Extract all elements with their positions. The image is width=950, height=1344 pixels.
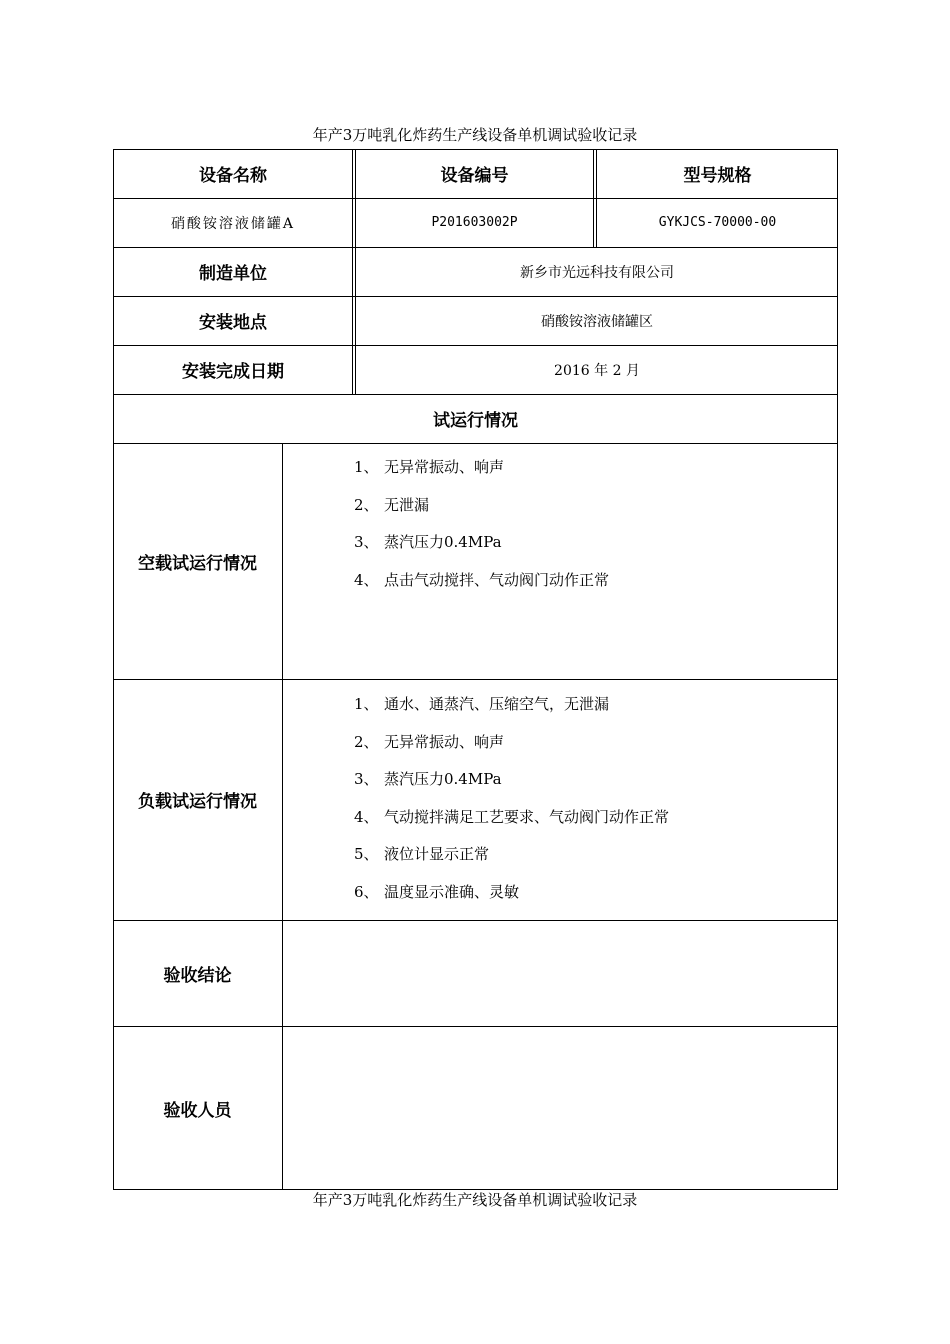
- list-item: 3、 蒸汽压力0.4MPa: [354, 533, 502, 551]
- trial-section-title: 试运行情况: [433, 411, 518, 431]
- conclusion-value[interactable]: [283, 920, 838, 1026]
- equipment-number-header: 设备编号: [440, 166, 509, 186]
- install-location-value: 硝酸铵溶液储罐区: [541, 313, 653, 330]
- load-trial-label: 负载试运行情况: [138, 792, 257, 812]
- conclusion-label: 验收结论: [163, 965, 232, 986]
- install-date-label: 安装完成日期: [182, 362, 284, 382]
- column-divider: [593, 149, 594, 247]
- document-title: 年产3万吨乳化炸药生产线设备单机调试验收记录: [312, 126, 638, 144]
- install-location-label: 安装地点: [199, 313, 267, 333]
- list-item: 4、 点击气动搅拌、气动阀门动作正常: [354, 570, 610, 589]
- list-item: 1、 通水、通蒸汽、压缩空气，无泄漏: [354, 695, 610, 713]
- list-item: 1、 无异常振动、响声: [354, 458, 505, 476]
- manufacturer-label: 制造单位: [199, 264, 267, 284]
- list-item: 2、 无泄漏: [354, 495, 430, 514]
- list-item: 3、 蒸汽压力0.4MPa: [354, 770, 502, 788]
- load-trial-list: [354, 693, 669, 918]
- install-date-value: 2016 年 2 月: [554, 362, 640, 379]
- list-item: 6、 温度显示准确、灵敏: [354, 882, 520, 901]
- no-load-trial-list: [354, 456, 609, 606]
- list-item: 4、 气动搅拌满足工艺要求、气动阀门动作正常: [354, 807, 670, 826]
- personnel-value[interactable]: [283, 1026, 838, 1190]
- list-item: 5、 液位计显示正常: [354, 845, 490, 863]
- footer-title: 年产3万吨乳化炸药生产线设备单机调试验收记录: [312, 1191, 638, 1209]
- model-spec-header: 型号规格: [683, 166, 752, 186]
- equipment-name-value: 硝酸铵溶液储罐A: [170, 215, 296, 232]
- equipment-number-value: P201603002P: [431, 215, 518, 230]
- personnel-label: 验收人员: [163, 1100, 232, 1121]
- no-load-trial-label: 空载试运行情况: [138, 553, 257, 574]
- model-spec-value: GYKJCS-70000-00: [658, 215, 777, 230]
- manufacturer-value: 新乡市光远科技有限公司: [520, 264, 674, 281]
- list-item: 2、 无异常振动、响声: [354, 732, 505, 751]
- equipment-name-header: 设备名称: [199, 166, 267, 186]
